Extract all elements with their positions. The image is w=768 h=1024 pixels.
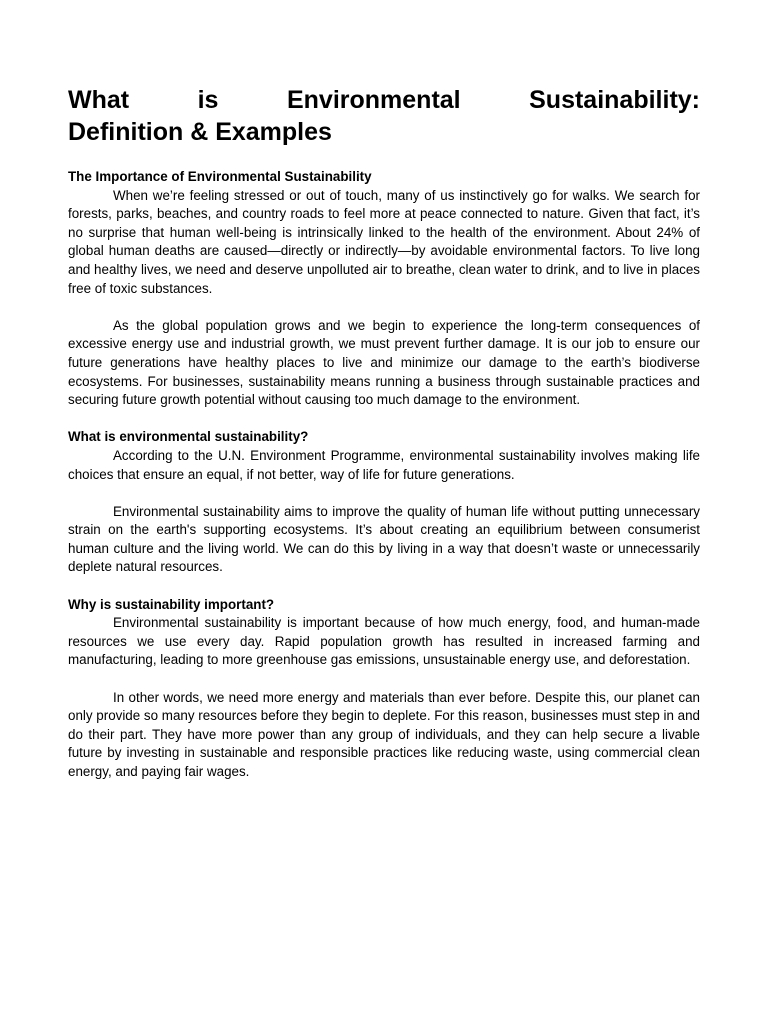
section-importance xyxy=(68,168,700,410)
paragraph: As the global population grows and we begin to experience the long-term consequences of excessive energy use and industrial growth, we must prevent further damage. It is our job to ensure our future generations have healthy places to live and minimize our damage to the earth’s biodiverse ecosystems. For businesses, sustainability means running a business through sustainable practices and securing future growth potential without causing too much damage to the environment. xyxy=(68,317,700,408)
paragraph-spacer xyxy=(68,484,700,503)
paragraph-spacer xyxy=(68,298,700,317)
paragraph: Environmental sustainability aims to improve the quality of human life without putting unnecessary strain on the earth's supporting ecosystems. It’s about creating an equilibrium between consumerist human culture and the living world. We can do this by living in a way that doesn’t waste or unnecessarily deplete natural resources. xyxy=(68,503,700,575)
paragraph: When we’re feeling stressed or out of touch, many of us instinctively go for walks. We search for forests, parks, beaches, and country roads to feel more at peace connected to nature. Given that fact, it’s no surprise that human well-being is intrinsically linked to the health of the environment. About 24% of global human deaths are caused—directly or indirectly—by avoidable environmental factors. To live long and healthy lives, we need and deserve unpolluted air to breathe, clean water to drink, and to live in places free of toxic substances. xyxy=(68,187,700,296)
section-why-important xyxy=(68,596,700,782)
document-page xyxy=(68,84,700,782)
document-title xyxy=(68,84,700,148)
section-spacer xyxy=(68,577,700,596)
section-heading: What is environmental sustainability? xyxy=(68,429,309,445)
paragraph-spacer xyxy=(68,670,700,689)
document-title-line-2: Definition & Examples xyxy=(68,118,332,146)
section-heading: Why is sustainability important? xyxy=(68,596,275,612)
paragraph: According to the U.N. Environment Programme, environmental sustainability involves making life choices that ensure an equal, if not better, way of life for future generations. xyxy=(68,447,700,482)
paragraph: Environmental sustainability is important because of how much energy, food, and human-made resources we use every day. Rapid population growth has resulted in increased farming and manufacturing, leading to more greenhouse gas emissions, unsustainable energy use, and deforestation. xyxy=(68,615,700,668)
paragraph: In other words, we need more energy and materials than ever before. Despite this, our planet can only provide so many resources before they begin to deplete. For this reason, businesses must step in and do their part. They have more power than any group of individuals, and they can help secure a livable future by investing in sustainable and responsible practices like reducing waste, using commercial clean energy, and paying fair wages. xyxy=(68,689,700,779)
document-title-line-1: What is Environmental Sustainability: xyxy=(68,86,700,114)
section-definition xyxy=(68,428,700,577)
section-heading: The Importance of Environmental Sustainability xyxy=(68,169,372,184)
section-spacer xyxy=(68,410,700,429)
